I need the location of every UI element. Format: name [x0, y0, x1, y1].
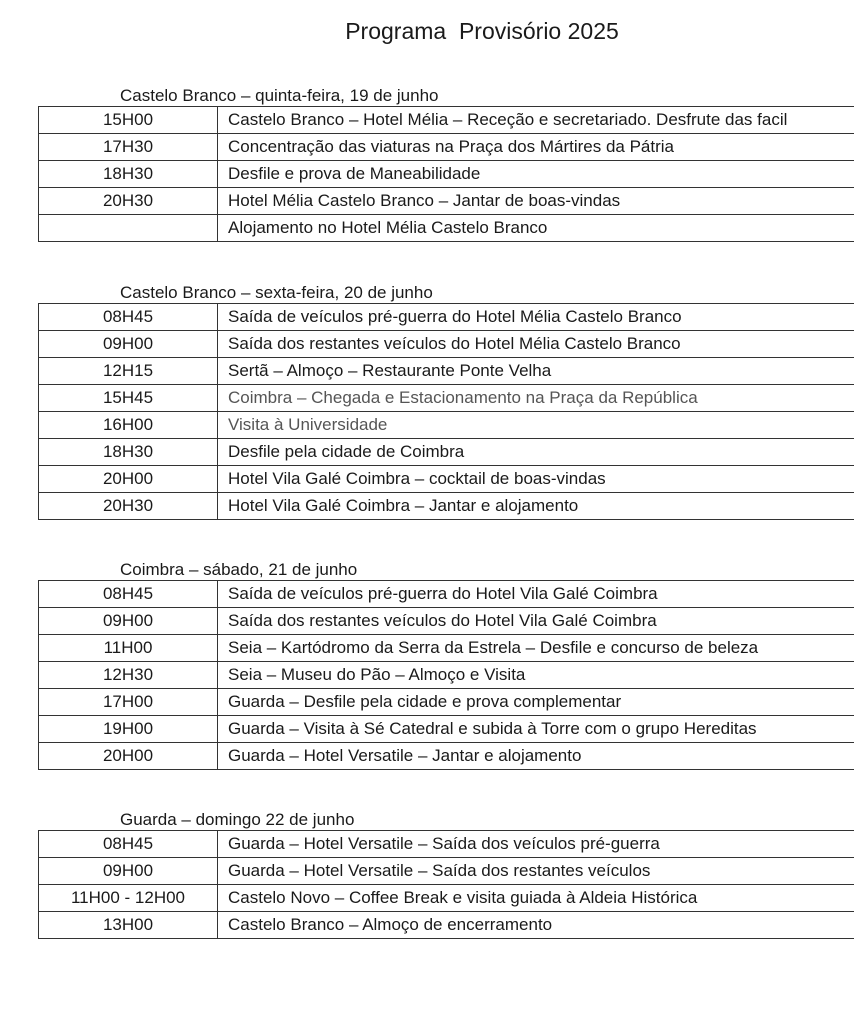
time-cell: 20H00 — [39, 466, 218, 493]
table-row — [39, 358, 854, 385]
day-section-thursday — [38, 86, 854, 242]
activity-cell: Castelo Novo – Coffee Break e visita guiada à Aldeia Histórica — [218, 885, 854, 912]
time-cell: 19H00 — [39, 716, 218, 743]
time-cell: 12H15 — [39, 358, 218, 385]
time-cell: 09H00 — [39, 608, 218, 635]
activity-cell: Guarda – Desfile pela cidade e prova complementar — [218, 689, 854, 716]
time-cell: 12H30 — [39, 662, 218, 689]
activity-cell: Guarda – Hotel Versatile – Saída dos restantes veículos — [218, 858, 854, 885]
time-cell: 11H00 - 12H00 — [39, 885, 218, 912]
time-cell — [39, 215, 218, 242]
activity-cell: Visita à Universidade — [218, 412, 854, 439]
activity-cell: Saída de veículos pré-guerra do Hotel Mélia Castelo Branco — [218, 304, 854, 331]
activity-cell: Seia – Museu do Pão – Almoço e Visita — [218, 662, 854, 689]
activity-cell: Desfile e prova de Maneabilidade — [218, 161, 854, 188]
activity-cell: Guarda – Visita à Sé Catedral e subida à Torre com o grupo Hereditas — [218, 716, 854, 743]
activity-cell: Castelo Branco – Almoço de encerramento — [218, 912, 854, 939]
schedule-table — [38, 106, 854, 242]
activity-cell: Seia – Kartódromo da Serra da Estrela – Desfile e concurso de beleza — [218, 635, 854, 662]
table-row — [39, 635, 854, 662]
activity-cell: Castelo Branco – Hotel Mélia – Receção e secretariado. Desfrute das facil — [218, 107, 854, 134]
schedule-table — [38, 830, 854, 939]
activity-cell: Hotel Mélia Castelo Branco – Jantar de boas-vindas — [218, 188, 854, 215]
day-heading: Coimbra – sábado, 21 de junho — [120, 560, 358, 579]
day-heading: Guarda – domingo 22 de junho — [120, 810, 355, 829]
time-cell: 08H45 — [39, 831, 218, 858]
activity-cell: Sertã – Almoço – Restaurante Ponte Velha — [218, 358, 854, 385]
table-row — [39, 831, 854, 858]
table-row — [39, 689, 854, 716]
time-cell: 09H00 — [39, 858, 218, 885]
time-cell: 13H00 — [39, 912, 218, 939]
activity-cell: Concentração das viaturas na Praça dos Mártires da Pátria — [218, 134, 854, 161]
day-heading: Castelo Branco – quinta-feira, 19 de junho — [120, 86, 439, 105]
day-heading: Castelo Branco – sexta-feira, 20 de junho — [120, 283, 433, 302]
time-cell: 20H30 — [39, 188, 218, 215]
table-row — [39, 331, 854, 358]
table-row — [39, 885, 854, 912]
activity-cell: Guarda – Hotel Versatile – Saída dos veículos pré-guerra — [218, 831, 854, 858]
page-title: Programa Provisório 2025 — [345, 18, 619, 44]
table-row — [39, 134, 854, 161]
table-row — [39, 412, 854, 439]
time-cell: 18H30 — [39, 161, 218, 188]
activity-cell: Saída dos restantes veículos do Hotel Vila Galé Coimbra — [218, 608, 854, 635]
table-row — [39, 743, 854, 770]
time-cell: 15H00 — [39, 107, 218, 134]
activity-cell: Saída dos restantes veículos do Hotel Mélia Castelo Branco — [218, 331, 854, 358]
time-cell: 08H45 — [39, 304, 218, 331]
table-row — [39, 662, 854, 689]
activity-cell: Hotel Vila Galé Coimbra – cocktail de boas-vindas — [218, 466, 854, 493]
time-cell: 20H00 — [39, 743, 218, 770]
table-row — [39, 466, 854, 493]
activity-cell: Saída de veículos pré-guerra do Hotel Vila Galé Coimbra — [218, 581, 854, 608]
day-section-friday — [38, 283, 854, 520]
day-section-saturday — [38, 560, 854, 770]
time-cell: 08H45 — [39, 581, 218, 608]
time-cell: 17H00 — [39, 689, 218, 716]
table-row — [39, 304, 854, 331]
time-cell: 16H00 — [39, 412, 218, 439]
time-cell: 09H00 — [39, 331, 218, 358]
activity-cell: Coimbra – Chegada e Estacionamento na Praça da República — [218, 385, 854, 412]
time-cell: 17H30 — [39, 134, 218, 161]
table-row — [39, 439, 854, 466]
table-row — [39, 581, 854, 608]
time-cell: 11H00 — [39, 635, 218, 662]
time-cell: 18H30 — [39, 439, 218, 466]
schedule-table — [38, 303, 854, 520]
table-row — [39, 493, 854, 520]
day-section-sunday — [38, 810, 854, 939]
table-row — [39, 188, 854, 215]
table-row — [39, 716, 854, 743]
activity-cell: Hotel Vila Galé Coimbra – Jantar e alojamento — [218, 493, 854, 520]
table-row — [39, 215, 854, 242]
table-row — [39, 912, 854, 939]
table-row — [39, 858, 854, 885]
activity-cell: Desfile pela cidade de Coimbra — [218, 439, 854, 466]
table-row — [39, 161, 854, 188]
time-cell: 15H45 — [39, 385, 218, 412]
schedule-table — [38, 580, 854, 770]
table-row — [39, 385, 854, 412]
table-row — [39, 608, 854, 635]
time-cell: 20H30 — [39, 493, 218, 520]
table-row — [39, 107, 854, 134]
activity-cell: Alojamento no Hotel Mélia Castelo Branco — [218, 215, 854, 242]
activity-cell: Guarda – Hotel Versatile – Jantar e alojamento — [218, 743, 854, 770]
